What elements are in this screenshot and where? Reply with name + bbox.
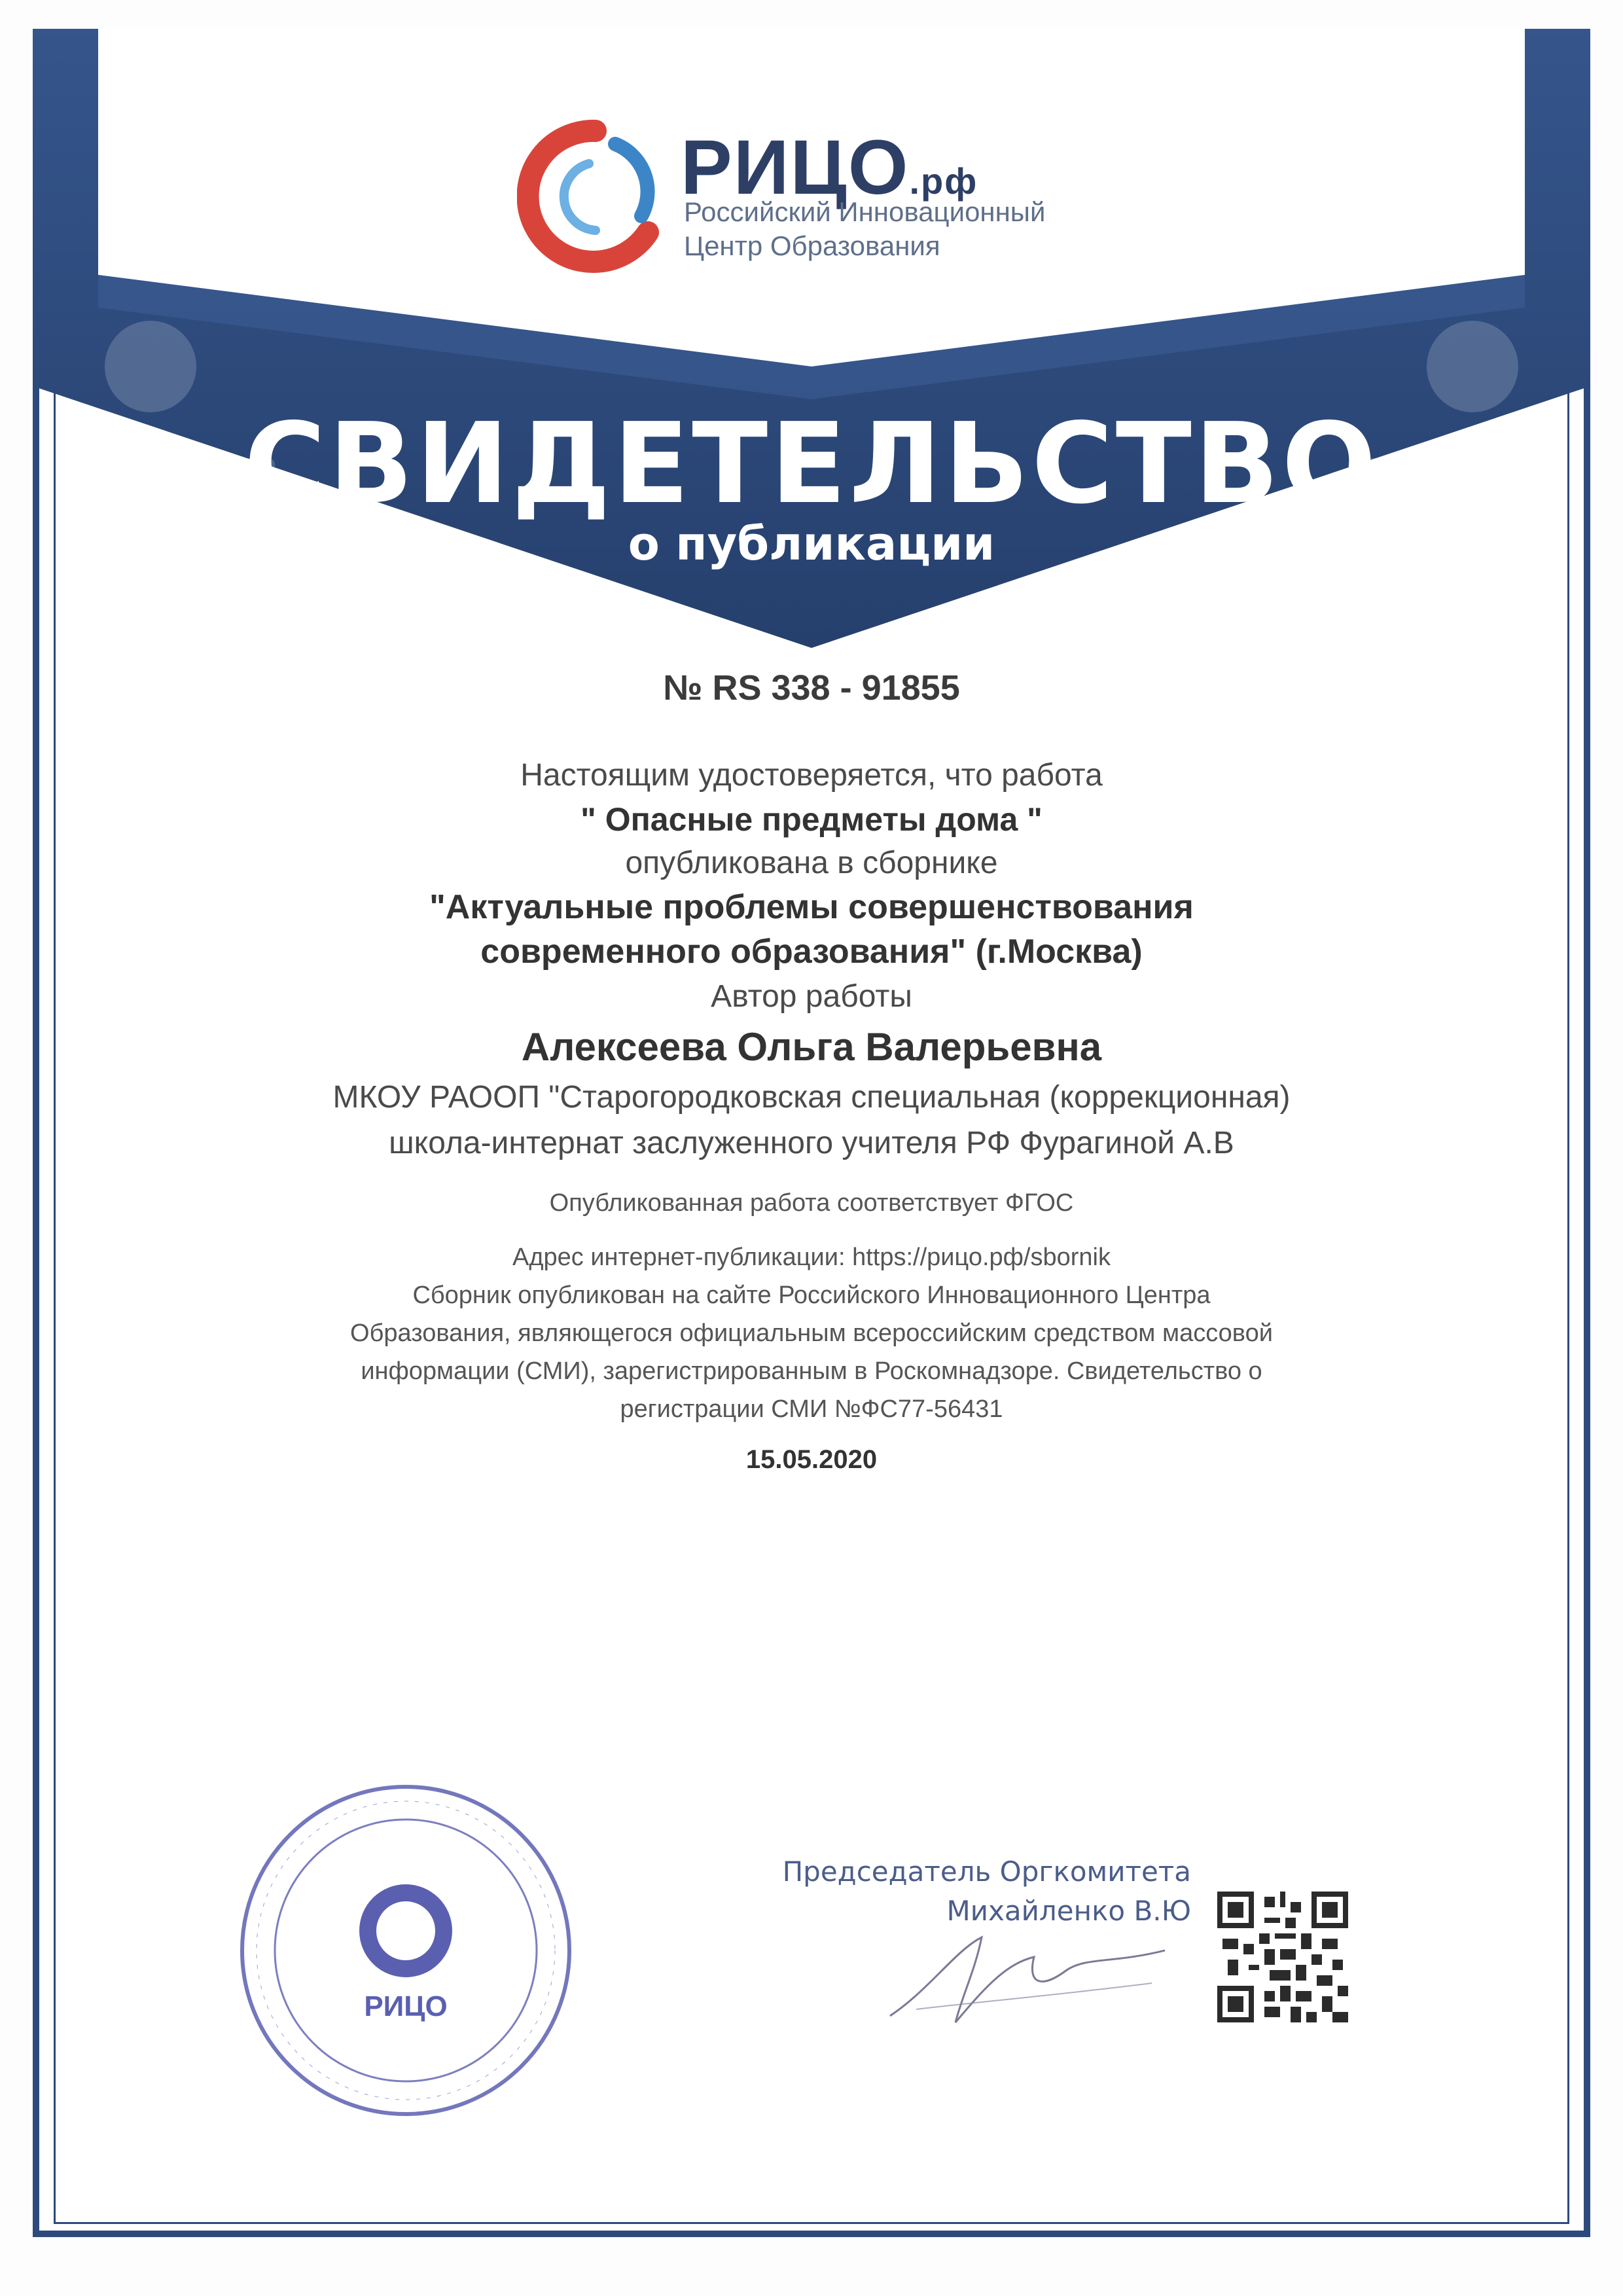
qr-code — [1217, 1892, 1348, 2022]
legal-line: Образования, являющегося официальным всероссийским средством массовой — [350, 1319, 1273, 1347]
author-label: Автор работы — [711, 979, 912, 1014]
rico-logo-icon — [517, 118, 674, 275]
legal-line: Сборник опубликован на сайте Российского Инновационного Центра — [412, 1282, 1211, 1309]
logo-subtitle-line: Центр Образования — [684, 230, 940, 261]
chair-position: Председатель Оргкомитета — [782, 1856, 1191, 1888]
logo-subtitle-line: Российский Инновационный — [684, 196, 1046, 227]
certificate-body — [196, 668, 1427, 1475]
logo-name-suffix: .рф — [909, 160, 978, 202]
legal-line: информации (СМИ), зарегистрированным в Роскомнадзоре. Свидетельство о — [361, 1357, 1262, 1385]
published-in-text: опубликована в сборнике — [625, 846, 998, 880]
certificate-subtitle: о публикации — [628, 517, 995, 571]
legal-line: регистрации СМИ №ФС77-56431 — [620, 1395, 1003, 1423]
legal-info — [196, 1238, 1427, 1428]
collection-title: современного образования" (г.Москва) — [480, 933, 1143, 971]
work-title: " Опасные предметы дома " — [580, 801, 1043, 838]
organization: школа-интернат заслуженного учителя РФ Фурагиной А.В — [389, 1126, 1234, 1160]
logo-subtitle — [684, 195, 1045, 263]
legal-line: Адрес интернет-публикации: https://рицо.рф/sbornik — [512, 1244, 1111, 1271]
author-name: Алексеева Ольга Валерьевна — [521, 1025, 1102, 1069]
certificate-title: СВИДЕТЕЛЬСТВО — [244, 399, 1379, 529]
issue-date: 15.05.2020 — [745, 1445, 878, 1474]
collection-title: "Актуальные проблемы совершенствования — [429, 888, 1194, 926]
handwritten-signature — [877, 1911, 1178, 2036]
intro-text: Настоящим удостоверяется, что работа — [520, 758, 1103, 793]
fgos-note: Опубликованная работа соответствует ФГОС — [549, 1189, 1074, 1217]
rico-logo — [517, 118, 1145, 288]
stamp-text: РИЦО — [364, 1990, 448, 2022]
organization-stamp — [236, 1780, 576, 2121]
certificate-number: № RS 338 - 91855 — [663, 668, 960, 708]
logo-name-text: РИЦО — [681, 124, 910, 211]
chair-name: Михайленко В.Ю — [946, 1895, 1191, 1927]
organization: МКОУ РАООП "Старогородковская специальная (коррекционная) — [332, 1080, 1291, 1115]
